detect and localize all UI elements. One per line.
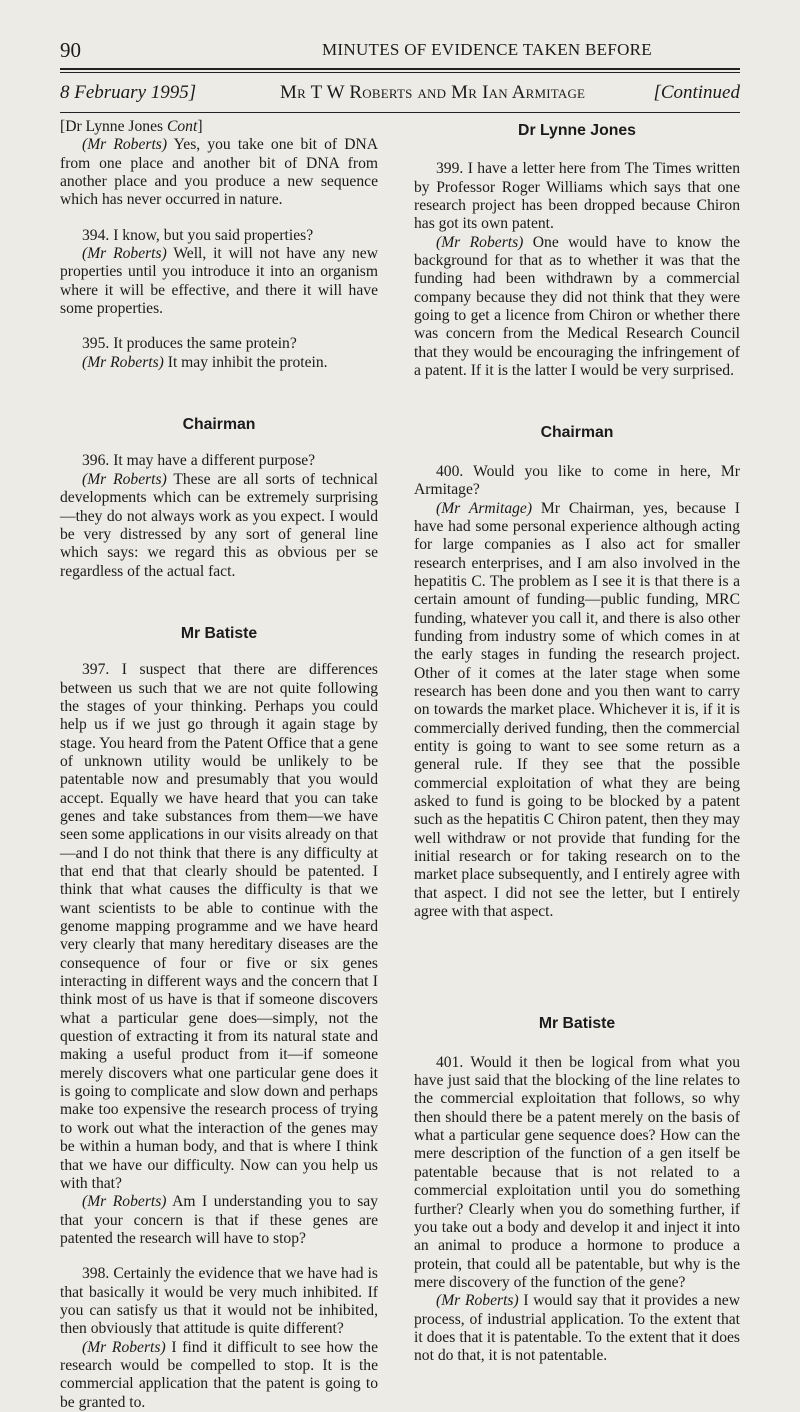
- section-heading-batiste: Mr Batiste: [180, 624, 258, 642]
- answer-397: (Mr Roberts) Am I understanding you to say that your concern is that if these genes are patented the research will have to stop?: [60, 1193, 378, 1247]
- answer-394: (Mr Roberts) Well, it will not have any new properties until you introduce it into an organism where it will be effective, and there it will have some properties.: [60, 245, 378, 318]
- speaker-label: (Mr Roberts): [82, 1193, 167, 1211]
- answer-395: (Mr Roberts) It may inhibit the protein.: [82, 353, 328, 371]
- running-title: MINUTES OF EVIDENCE TAKEN BEFORE: [322, 40, 652, 59]
- speaker-label: (Mr Roberts): [436, 233, 524, 251]
- question-396: 396. It may have a different purpose?: [82, 452, 316, 470]
- session-header: [60, 82, 740, 108]
- witnesses-line: Mr T W Roberts and Mr Ian Armitage: [280, 82, 586, 103]
- speaker-label: (Mr Roberts): [82, 245, 167, 263]
- left-column: [60, 118, 378, 1412]
- answer-398: (Mr Roberts) I find it difficult to see how the research would be compelled to stop. It is the commercial application that the patent is going to be granted to.: [60, 1338, 378, 1411]
- section-heading-chairman: Chairman: [540, 424, 614, 442]
- answer-399: (Mr Roberts) One would have to know the background for that as to whether it was that the funding had been withdrawn by a commercial company because they did not think that they were going to get a licence from Chiron or whether there was concern from the Medical Research Council that they would be encouraging the infringement of a patent. If it is the latter I would be very surprised.: [414, 233, 740, 380]
- header-rule-bottom: [60, 112, 740, 113]
- speaker-label: (Mr Roberts): [82, 353, 164, 371]
- question-401: 401. Would it then be logical from what you have just said that the blocking of the line relates to the commercial exploitation that follows, so why then should there be a patent merely on the basis of what a particular gene sequence does? How can the mere description of the function of a gen itself be patentable because that is not related to a commercial exploitation until you do something further? Clearly when you do something further, if you take out a body and develop it and inject it into an animal to produce a hormone to produce a protein, that could all be patentable, but why is the mere discovery of the function of the gene?: [414, 1053, 740, 1291]
- continued-label: [Continued: [653, 82, 740, 103]
- header-rule-top-thin: [60, 72, 740, 73]
- header-rule-top: [60, 68, 740, 70]
- speaker-label: (Mr Roberts): [436, 1292, 519, 1310]
- section-heading-jones: Dr Lynne Jones: [518, 122, 636, 139]
- page-number: 90: [60, 38, 81, 62]
- section-heading-batiste: Mr Batiste: [538, 1015, 616, 1033]
- right-column: [414, 118, 740, 1366]
- question-400: 400. Would you like to come in here, Mr Armitage?: [414, 462, 740, 499]
- question-398: 398. Certainly the evidence that we have had is that basically it would be very much inhibited. If you can satisfy us that it would not be inhibited, then obviously that attitude is quite different?: [60, 1265, 378, 1338]
- question-395: 395. It produces the same protein?: [82, 335, 297, 353]
- session-date: 8 February 1995]: [60, 82, 197, 103]
- answer-401: (Mr Roberts) I would say that it provides a new process, of industrial application. To the extent that it does that it is patentable. To the extent that it does not do that, it is not patentable.: [414, 1292, 740, 1365]
- speaker-label: (Mr Armitage): [436, 499, 533, 517]
- speaker-label: (Mr Roberts): [82, 136, 168, 154]
- speaker-label: (Mr Roberts): [82, 1338, 166, 1356]
- page-header: [60, 38, 740, 64]
- continued-speaker-heading: [Dr Lynne Jones Cont]: [60, 118, 203, 135]
- answer-paragraph: (Mr Roberts) Yes, you take one bit of DNA from one place and another bit of DNA from another place and you produce a new sequence which has never occurred in nature.: [60, 136, 378, 209]
- section-heading-chairman: Chairman: [182, 416, 256, 434]
- question-399: 399. I have a letter here from The Times written by Professor Roger Williams which says that one research project has been dropped because Chiron has got its own patent.: [414, 160, 740, 233]
- question-394: 394. I know, but you said properties?: [82, 226, 314, 244]
- answer-400: (Mr Armitage) Mr Chairman, yes, because I have had some personal experience although acting for large companies as I also act for smaller research enterprises, and I am also involved in the hepatitis C. The problem as I see it is that there is a certain amount of funding—public funding, MRC funding, whatever you call it, and there is also other funding from industry some of which comes in at the early stages in funding the research project. Other of it comes at the later stage when some research has been done and you then want to carry on towards the market place. Whichever it is, if it is commercially derived funding, then the commercial entity is going to want to see some return as a general rule. If they see that the possible commercial exploitation of what they are being asked to fund is going to be blocked by a patent such as the hepatitis C Chiron patent, then they may well withdraw or not provide that funding for the initial research or for taking research on to the market place subsequently, and I entirely agree with that aspect. I did not see the letter, but I entirely agree with that aspect.: [414, 499, 740, 921]
- answer-396: (Mr Roberts) These are all sorts of technical developments which can be extremely surprising—they do not always work as you expect. I would be very distressed by any sort of general line which says: we regard this as obvious per se regardless of the actual fact.: [60, 470, 378, 580]
- speaker-label: (Mr Roberts): [82, 470, 167, 488]
- question-397: 397. I suspect that there are differences between us such that we are not quite following the stages of your thinking. Perhaps you could help us if we just go through it again stage by stage. You heard from the Patent Office that a gene of unknown utility would be unlikely to be patentable now and presumably that you would accept. Equally we have heard that you can take genes and take substances from them—we have seen some applications in our visits already on that—and I do not think that there is any difficulty at that end that that clearly should be patented. I think that what causes the difficulty is that we want scientists to be able to continue with the genome mapping programme and we have heard very clearly that many hereditary diseases are the consequence of four or five or six genes interacting in different ways and the concern that I think most of us have is that if someone discovers what a particular gene does—simply, not the question of extracting it from its natural state and making a useful product from it—if someone merely discovers what one particular gene does it is going to complicate and slow down and perhaps make too expensive the research process of trying to work out what the interaction of the genes may be within a human body, and that is where I think that we have our difficulty. Now can you help us with that?: [60, 661, 378, 1192]
